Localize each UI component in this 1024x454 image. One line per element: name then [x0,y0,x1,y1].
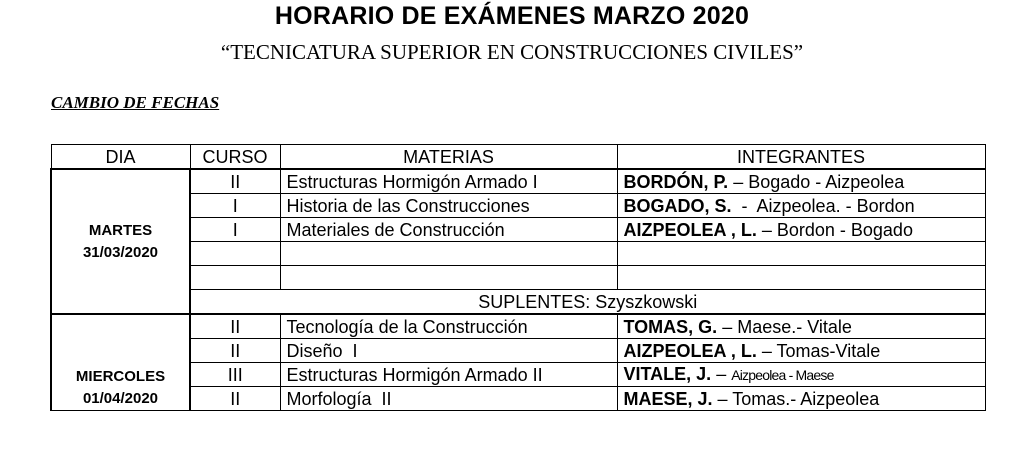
table-row [51,169,985,194]
integrantes-cell [617,363,985,387]
curso-cell [190,242,280,266]
other-names: - Aizpeolea. - Bordon [731,195,915,216]
curso-cell: II [190,339,280,363]
day-name: MARTES [88,221,153,239]
table-row [51,339,985,363]
integrantes-cell [617,266,985,290]
other-names: – Tomas.- Aizpeolea [712,388,880,409]
other-names-condensed: Aizpeolea - Maese [731,367,834,383]
materia-cell: Historia de las Construcciones [280,194,617,218]
curso-cell: I [190,218,280,242]
materia-cell: Morfología II [280,387,617,411]
curso-cell: II [190,169,280,194]
integrantes-cell [617,339,985,363]
other-names: – Tomas-Vitale [756,340,881,361]
header-curso: CURSO [190,145,280,170]
curso-cell: II [190,387,280,411]
materia-cell: Estructuras Hormigón Armado II [280,363,617,387]
table-row [51,218,985,242]
other-names: – Maese.- Vitale [717,316,852,337]
lead-name: MAESE, J. [623,388,713,409]
lead-name: TOMAS, G. [623,316,718,337]
table-row [51,242,985,266]
table-row [51,314,985,339]
document-title: HORARIO DE EXÁMENES MARZO 2020 [274,2,750,30]
curso-cell: I [190,194,280,218]
other-names: – Bogado - Aizpeolea [728,171,905,192]
curso-cell: III [190,363,280,387]
materia-cell: Tecnología de la Construcción [280,314,617,339]
day-name: MIERCOLES [75,368,166,385]
integrantes-cell [617,169,985,194]
integrantes-cell [617,314,985,339]
materia-cell: Estructuras Hormigón Armado I [280,169,617,194]
day-cell-martes [51,169,190,314]
header-dia: DIA [51,145,190,170]
table-row [51,194,985,218]
table-row [51,387,985,411]
integrantes-cell [617,218,985,242]
suplentes-row [51,290,985,315]
lead-name: AIZPEOLEA , L. [623,219,757,240]
day-date: 31/03/2020 [82,243,159,261]
document-subtitle: “TECNICATURA SUPERIOR EN CONSTRUCCIONES CIVILES” [220,40,804,64]
lead-name: VITALE, J. [623,364,712,384]
other-names: – [711,364,732,384]
section-heading: CAMBIO DE FECHAS [51,93,220,112]
table-header-row [51,145,985,170]
day-cell-miercoles [51,314,190,411]
curso-cell [190,266,280,290]
lead-name: BOGADO, S. [623,195,732,216]
integrantes-cell [617,194,985,218]
lead-name: AIZPEOLEA , L. [623,340,757,361]
materia-cell [280,266,617,290]
day-date: 01/04/2020 [82,390,159,407]
integrantes-cell [617,387,985,411]
materia-cell: Materiales de Construcción [280,218,617,242]
header-materias: MATERIAS [280,145,617,170]
table-row [51,363,985,387]
lead-name: BORDÓN, P. [623,171,729,192]
table-row [51,266,985,290]
exam-schedule-table [50,144,986,411]
suplentes-cell: SUPLENTES: Szyszkowski [190,290,985,315]
other-names: – Bordon - Bogado [756,219,913,240]
curso-cell: II [190,314,280,339]
integrantes-cell [617,242,985,266]
header-integrantes: INTEGRANTES [617,145,985,170]
materia-cell: Diseño I [280,339,617,363]
materia-cell [280,242,617,266]
